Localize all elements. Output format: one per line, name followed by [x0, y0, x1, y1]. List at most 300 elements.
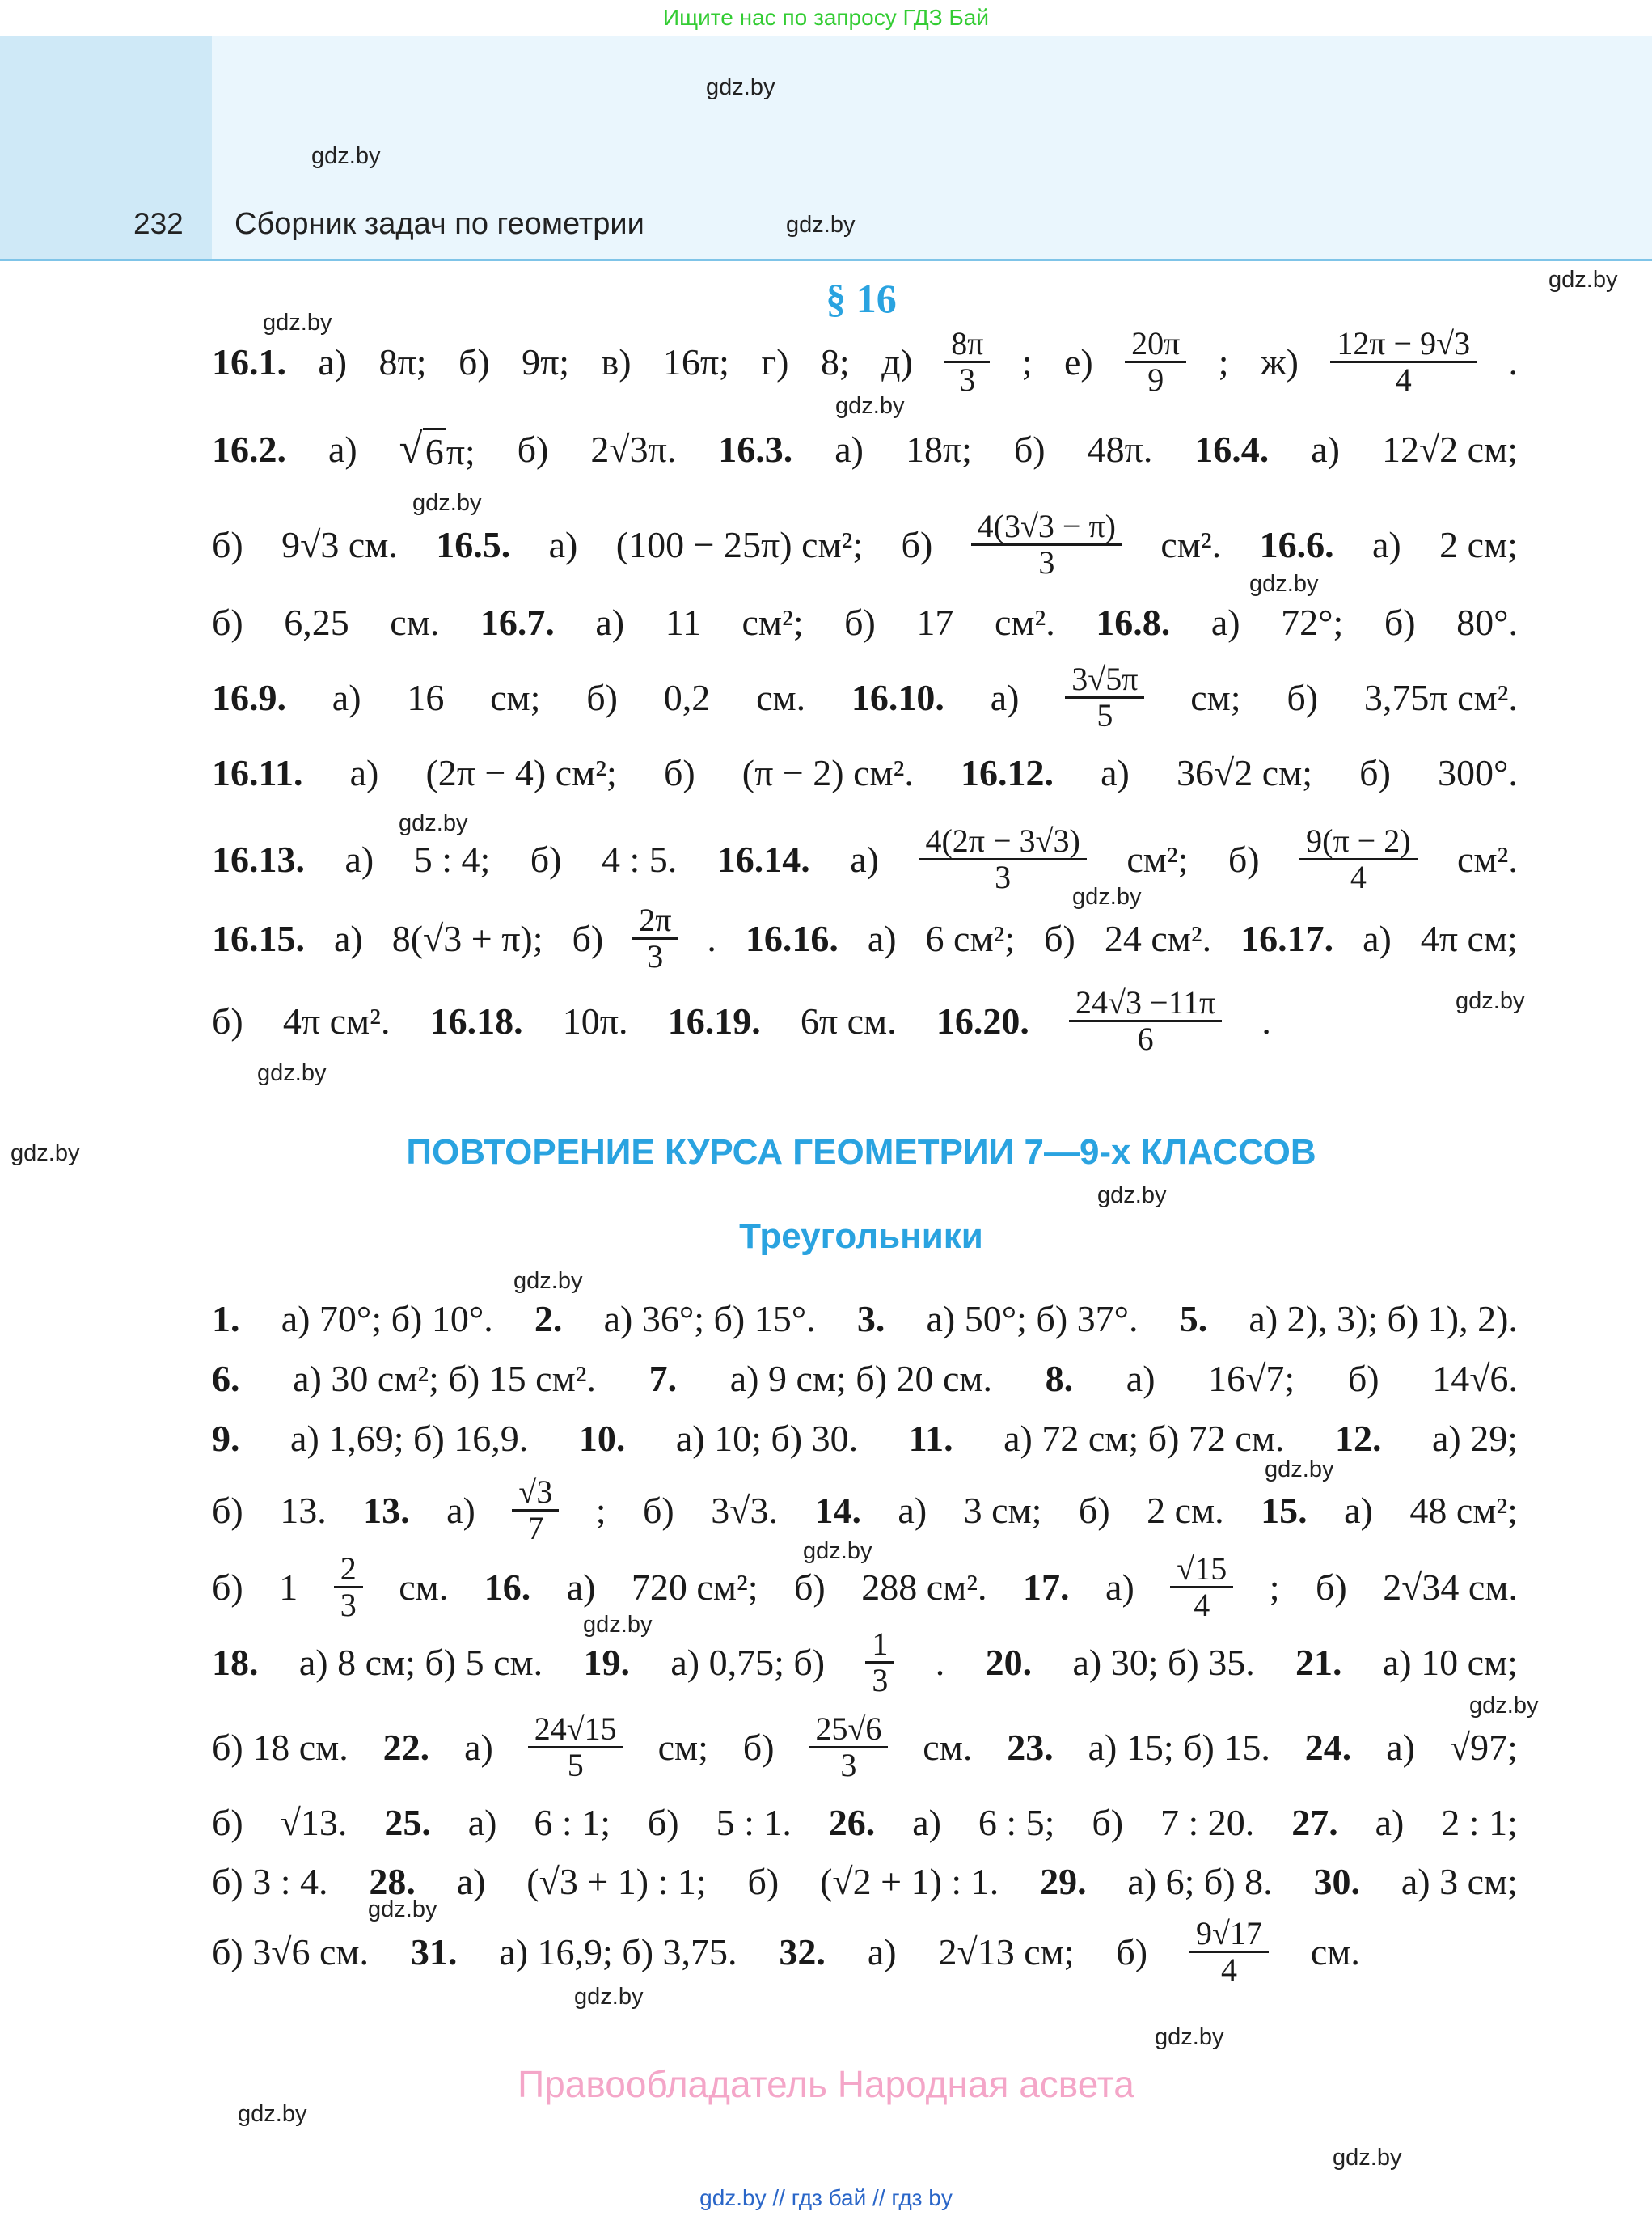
fraction-denominator: 3	[872, 1661, 889, 1698]
answer-text: ;	[1218, 340, 1229, 383]
watermark: gdz.by	[1155, 2024, 1224, 2050]
fraction-numerator: √3	[512, 1475, 559, 1512]
answer-text: 288 см².	[861, 1566, 987, 1608]
fraction-numerator: 4(3√3 − π)	[971, 509, 1122, 546]
answer-text: .	[1261, 1000, 1271, 1042]
answer-text: а) 70°; б) 10°.	[281, 1297, 493, 1339]
problem-number: 16.10.	[851, 676, 944, 718]
answer-text: б)	[1359, 751, 1391, 793]
answer-line	[212, 1710, 1518, 1783]
answer-text: а) 29;	[1431, 1417, 1518, 1459]
answer-text: б)	[1347, 1357, 1379, 1399]
answer-text: 4π см².	[282, 1000, 391, 1042]
answer-text: см².	[1160, 523, 1222, 565]
answer-text: б)	[212, 601, 243, 643]
watermark: gdz.by	[583, 1612, 653, 1638]
answer-text: 9√3 см.	[281, 523, 398, 565]
watermark: gdz.by	[1456, 988, 1525, 1014]
answer-text: 720 см²;	[631, 1566, 758, 1608]
fraction	[1299, 824, 1417, 894]
answer-line	[212, 1849, 1518, 1913]
problem-number: 16.3.	[718, 428, 793, 470]
watermark: gdz.by	[803, 1538, 872, 1564]
answer-text: см².	[994, 601, 1055, 643]
answer-text: √97;	[1449, 1726, 1518, 1768]
answer-text: .	[935, 1641, 945, 1683]
book-title: Сборник задач по геометрии	[234, 207, 644, 241]
repeat-section-title: ПОВТОРЕНИЕ КУРСА ГЕОМЕТРИИ 7—9-х КЛАССОВ	[406, 1132, 1316, 1172]
problem-number: 16.16.	[745, 917, 839, 959]
problem-number: 25.	[384, 1801, 431, 1843]
problem-number: 16.14.	[716, 838, 810, 880]
watermark: gdz.by	[399, 810, 468, 836]
answer-text: а) 2), 3); б) 1), 2).	[1249, 1297, 1518, 1339]
answer-text: 5 : 1.	[716, 1801, 792, 1843]
answer-text: б) 3√6 см.	[212, 1930, 369, 1972]
problem-number: 26.	[828, 1801, 876, 1843]
answer-text: а)	[1386, 1726, 1415, 1768]
problem-number: 10.	[578, 1417, 626, 1459]
footer-links[interactable]: gdz.by // гдз бай // гдз by	[699, 2185, 953, 2210]
answer-text: б) 18 см.	[212, 1726, 349, 1768]
answer-text: б)	[1287, 676, 1319, 718]
answer-text: см;	[490, 676, 541, 718]
problem-number: 15.	[1261, 1489, 1308, 1531]
answer-text: а) 3 см;	[1401, 1860, 1518, 1902]
answer-text: а)	[834, 428, 864, 470]
answer-text: 2 см;	[1439, 523, 1518, 565]
answer-text: а) 36°; б) 15°.	[603, 1297, 816, 1339]
fraction-numerator: 1	[865, 1627, 894, 1664]
fraction-numerator: 2π	[632, 903, 678, 940]
answer-line	[212, 1346, 1518, 1410]
fraction	[944, 324, 990, 398]
answer-text: а)	[1363, 917, 1392, 959]
problem-number: 31.	[410, 1930, 458, 1972]
answer-text: д)	[881, 340, 913, 383]
problem-number: 16.7.	[480, 601, 555, 643]
answer-text: 300°.	[1438, 751, 1518, 793]
fraction-denominator: 5	[567, 1746, 584, 1783]
answer-text: а)	[850, 838, 879, 880]
watermark: gdz.by	[1072, 884, 1142, 910]
answer-text: б)	[212, 523, 243, 565]
fraction	[809, 1712, 888, 1782]
fraction-numerator: 12π − 9√3	[1330, 327, 1477, 363]
problem-number: 29.	[1040, 1860, 1087, 1902]
fraction-denominator: 3	[647, 937, 664, 975]
answer-text: 2 см.	[1147, 1489, 1224, 1531]
fraction	[971, 509, 1122, 580]
fraction-denominator: 9	[1147, 361, 1164, 398]
answer-text: а)	[456, 1860, 486, 1902]
problem-number: 9.	[212, 1417, 240, 1459]
answer-text: 2√13 см;	[938, 1930, 1075, 1972]
answer-text: (100 − 25π) см²;	[615, 523, 864, 565]
problem-number: 16.4.	[1194, 428, 1270, 470]
answer-text: в)	[601, 340, 632, 383]
answer-text: 13.	[280, 1489, 327, 1531]
answer-text: 16√7;	[1208, 1357, 1295, 1399]
watermark: gdz.by	[263, 310, 332, 336]
answer-text: ;	[1021, 340, 1033, 383]
problem-number: 16.5.	[436, 523, 511, 565]
watermark: gdz.by	[412, 490, 482, 516]
answer-text: 9π;	[522, 340, 570, 383]
problem-number: 23.	[1007, 1726, 1054, 1768]
problem-number: 16.1.	[212, 340, 286, 383]
answer-text: см.	[390, 601, 440, 643]
answer-text: см.	[923, 1726, 973, 1768]
fraction-numerator: 8π	[944, 327, 990, 363]
answer-text: .	[1508, 340, 1518, 383]
answer-text: а)	[318, 340, 348, 383]
problem-number: 30.	[1313, 1860, 1360, 1902]
answer-text: 10π.	[562, 1000, 628, 1042]
answer-line	[212, 1286, 1518, 1351]
answer-text: б)	[1315, 1566, 1347, 1608]
answer-line	[212, 507, 1518, 581]
radicand: 6	[423, 428, 446, 473]
fraction-numerator: √15	[1170, 1552, 1233, 1588]
answer-text: 8;	[820, 340, 850, 383]
answer-text: а) 0,75; б)	[670, 1641, 826, 1683]
answer-text: см²;	[741, 601, 804, 643]
answer-text: 72°;	[1281, 601, 1344, 643]
answer-text: а)	[548, 523, 578, 565]
watermark: gdz.by	[513, 1268, 583, 1294]
answer-text: 14√6.	[1432, 1357, 1518, 1399]
answer-text: б)	[212, 1000, 243, 1042]
answer-text: б) 3 : 4.	[212, 1860, 328, 1902]
fraction	[1170, 1552, 1233, 1622]
answer-text: ;	[1269, 1566, 1280, 1608]
fraction-denominator: 3	[840, 1746, 857, 1783]
problem-number: 16.6.	[1259, 523, 1334, 565]
answer-line	[212, 416, 1518, 481]
fraction-denominator: 4	[1194, 1586, 1210, 1623]
problem-number: 16.11.	[212, 751, 303, 793]
problem-number: 32.	[779, 1930, 826, 1972]
problem-number: 28.	[369, 1860, 416, 1902]
answer-text: б)	[212, 1801, 243, 1843]
problem-number: 5.	[1179, 1297, 1208, 1339]
answer-text: б)	[1227, 838, 1260, 880]
answer-text: 3√3.	[711, 1489, 778, 1531]
answer-text: а)	[1210, 601, 1240, 643]
watermark: gdz.by	[706, 74, 775, 100]
fraction-denominator: 7	[527, 1509, 544, 1546]
answer-text: б)	[1044, 917, 1075, 959]
fraction-numerator: 9(π − 2)	[1299, 824, 1417, 860]
fraction-denominator: 6	[1137, 1020, 1154, 1057]
answer-text: б)	[517, 428, 549, 470]
watermark: gdz.by	[368, 1896, 437, 1922]
answer-text: 18π;	[905, 428, 972, 470]
answer-text: а)	[1126, 1357, 1156, 1399]
fraction	[1330, 324, 1477, 398]
answer-text: а) 16,9; б) 3,75.	[499, 1930, 737, 1972]
problem-number: 6.	[212, 1357, 240, 1399]
problem-number: 17.	[1023, 1566, 1070, 1608]
answer-text: б)	[647, 1801, 679, 1843]
problem-number: 12.	[1334, 1417, 1382, 1459]
answer-text: а)	[1371, 523, 1401, 565]
answer-text: (√3 + 1) : 1;	[526, 1860, 707, 1902]
watermark: gdz.by	[835, 393, 905, 419]
answer-text: г)	[761, 340, 789, 383]
fraction	[334, 1552, 363, 1622]
answer-text: 3 см;	[963, 1489, 1042, 1531]
fraction-numerator: 9√17	[1189, 1917, 1269, 1953]
radical-sign: √	[399, 425, 423, 472]
fraction-denominator: 4	[1395, 361, 1412, 398]
answer-text: 6 см²;	[925, 917, 1016, 959]
fraction-denominator: 4	[1221, 1951, 1237, 1988]
watermark: gdz.by	[257, 1060, 327, 1086]
answer-text: см;	[1190, 676, 1241, 718]
fraction-denominator: 4	[1350, 858, 1367, 895]
answer-text: 6π см.	[800, 1000, 897, 1042]
answer-text: а) 10; б) 30.	[675, 1417, 859, 1459]
answer-text: 6,25	[284, 601, 349, 643]
problem-number: 16.13.	[212, 838, 305, 880]
answer-text: б)	[1078, 1489, 1110, 1531]
answer-text: 4π см;	[1420, 917, 1518, 959]
answer-text: 1	[279, 1566, 298, 1608]
answer-line	[212, 1790, 1518, 1854]
answer-text: а)	[1375, 1801, 1405, 1843]
answer-text: а)	[1311, 428, 1340, 470]
answer-line	[212, 1406, 1518, 1470]
answer-text: (√2 + 1) : 1.	[820, 1860, 999, 1902]
answer-text: а) 8 см; б) 5 см.	[298, 1641, 543, 1683]
problem-number: 27.	[1291, 1801, 1338, 1843]
answer-text: а)	[333, 917, 363, 959]
radical	[399, 425, 475, 473]
answer-text: б)	[643, 1489, 674, 1531]
answer-line	[212, 590, 1518, 654]
fraction-numerator: 25√6	[809, 1712, 888, 1748]
answer-text: б)	[1116, 1930, 1148, 1972]
answer-text: а)	[1105, 1566, 1134, 1608]
fraction-numerator: 2	[334, 1552, 363, 1588]
fraction	[528, 1712, 623, 1782]
answer-text: б)	[212, 1489, 243, 1531]
answer-text: (π − 2) см².	[741, 751, 914, 793]
fraction	[919, 824, 1086, 894]
answer-text: б)	[1013, 428, 1046, 470]
answer-text: б)	[844, 601, 876, 643]
problem-number: 20.	[985, 1641, 1033, 1683]
answer-text: √13.	[280, 1801, 348, 1843]
problem-number: 16.8.	[1096, 601, 1171, 643]
answer-text: а)	[867, 1930, 897, 1972]
answer-text: 11	[665, 601, 701, 643]
answer-text: 2√3π.	[590, 428, 677, 470]
watermark: gdz.by	[574, 1984, 644, 2010]
answer-text: 16	[407, 676, 445, 718]
problem-number: 16.9.	[212, 676, 286, 718]
answer-text: .	[707, 917, 716, 959]
answer-text: а)	[898, 1489, 927, 1531]
answer-text: а)	[1344, 1489, 1373, 1531]
watermark: gdz.by	[1249, 571, 1319, 597]
problem-number: 16.15.	[212, 917, 305, 959]
answer-text: а)	[912, 1801, 941, 1843]
watermark: gdz.by	[238, 2101, 307, 2127]
answer-text: ;	[595, 1489, 606, 1531]
watermark: gdz.by	[1469, 1693, 1539, 1719]
page-number: 232	[133, 207, 184, 240]
top-search-banner: Ищите нас по запросу ГДЗ Бай	[662, 5, 990, 30]
watermark: gdz.by	[1097, 1182, 1167, 1208]
answer-text: 7 : 20.	[1160, 1801, 1255, 1843]
radical-suffix: π;	[446, 431, 475, 472]
problem-number: 13.	[363, 1489, 410, 1531]
fraction-numerator: 3√5π	[1065, 662, 1144, 699]
answer-text: 3,75π см².	[1363, 676, 1518, 718]
answer-text: 48π.	[1087, 428, 1153, 470]
answer-text: а)	[867, 917, 897, 959]
answer-text: б)	[458, 340, 490, 383]
answer-text: а)	[349, 751, 379, 793]
problem-number: 24.	[1304, 1726, 1352, 1768]
answer-text: 5 : 4;	[413, 838, 491, 880]
answer-text: а) 1,69; б) 16,9.	[290, 1417, 529, 1459]
answer-text: а)	[467, 1801, 497, 1843]
problem-number: 2.	[534, 1297, 563, 1339]
problem-number: 18.	[212, 1641, 259, 1683]
fraction-denominator: 5	[1096, 696, 1113, 734]
answer-line	[212, 324, 1518, 398]
answer-text: а)	[332, 676, 361, 718]
answer-line	[212, 1473, 1518, 1546]
answer-text: а)	[595, 601, 625, 643]
answer-text: 8π;	[378, 340, 427, 383]
problem-number: 16.2.	[212, 428, 286, 470]
answer-text: а) 15; б) 15.	[1088, 1726, 1270, 1768]
repeat-subtitle: Треугольники	[739, 1216, 983, 1256]
answer-text: а)	[1101, 751, 1130, 793]
fraction	[1069, 983, 1222, 1057]
fraction	[1125, 324, 1186, 398]
fraction	[632, 903, 678, 974]
answer-text: б)	[212, 1566, 243, 1608]
answer-text: см.	[756, 676, 806, 718]
answer-line	[212, 901, 1518, 975]
problem-number: 11.	[908, 1417, 953, 1459]
answer-text: а)	[990, 676, 1020, 718]
answer-text: б)	[794, 1566, 826, 1608]
answer-text: 2 : 1;	[1441, 1801, 1518, 1843]
problem-number: 16.18.	[429, 1000, 523, 1042]
problem-number: 22.	[382, 1726, 430, 1768]
answer-text: а)	[566, 1566, 596, 1608]
copyright-holder: Правообладатель Народная асвета	[518, 2063, 1134, 2105]
answer-text: 6 : 5;	[978, 1801, 1055, 1843]
answer-line	[212, 740, 1518, 805]
answer-text: а)	[446, 1489, 475, 1531]
answer-text: а)	[327, 428, 357, 470]
answer-text: см.	[1310, 1930, 1360, 1972]
answer-text: б)	[663, 751, 695, 793]
answer-text: (2π − 4) см²;	[425, 751, 617, 793]
answer-text: 6 : 1;	[534, 1801, 611, 1843]
problem-number: 16.19.	[667, 1000, 761, 1042]
answer-text: 24 см².	[1104, 917, 1212, 959]
answer-text: б)	[1384, 601, 1416, 643]
answer-line	[212, 983, 1271, 1057]
answer-text: б)	[530, 838, 562, 880]
fraction-denominator: 3	[995, 858, 1012, 895]
answer-text: а) 50°; б) 37°.	[926, 1297, 1139, 1339]
answer-text: 12√2 см;	[1381, 428, 1518, 470]
answer-text: б)	[572, 917, 604, 959]
problem-number: 14.	[814, 1489, 861, 1531]
answer-text: б)	[1092, 1801, 1124, 1843]
fraction-numerator: 24√3 −11π	[1069, 986, 1222, 1022]
answer-text: ж)	[1260, 340, 1299, 383]
watermark: gdz.by	[1548, 267, 1618, 293]
problem-number: 7.	[649, 1357, 678, 1399]
fraction-denominator: 3	[959, 361, 976, 398]
fraction-numerator: 20π	[1125, 327, 1186, 363]
answer-text: см.	[399, 1566, 449, 1608]
answer-text: см;	[657, 1726, 708, 1768]
answer-line	[212, 1914, 1360, 1988]
problem-number: 19.	[583, 1641, 630, 1683]
answer-text: 2√34 см.	[1383, 1566, 1518, 1608]
problem-number: 1.	[212, 1297, 240, 1339]
answer-text: а) 72 см; б) 72 см.	[1003, 1417, 1285, 1459]
answer-text: а) 9 см; б) 20 см.	[729, 1357, 993, 1399]
answer-text: см²;	[1126, 838, 1189, 880]
watermark: gdz.by	[1333, 2145, 1402, 2171]
fraction-numerator: 4(2π − 3√3)	[919, 824, 1086, 860]
fraction-numerator: 24√15	[528, 1712, 623, 1748]
watermark: gdz.by	[1265, 1457, 1334, 1482]
answer-text: е)	[1063, 340, 1093, 383]
problem-number: 8.	[1045, 1357, 1074, 1399]
answer-text: б)	[742, 1726, 775, 1768]
fraction	[865, 1627, 894, 1698]
watermark: gdz.by	[11, 1140, 80, 1166]
answer-text: 4 : 5.	[601, 838, 678, 880]
problem-number: 3.	[856, 1297, 885, 1339]
answer-text: 0,2	[663, 676, 711, 718]
fraction-denominator: 3	[1038, 543, 1055, 581]
answer-text: а) 10 см;	[1382, 1641, 1518, 1683]
answer-text: 36√2 см;	[1177, 751, 1313, 793]
fraction	[1189, 1914, 1269, 1988]
answer-text: а) 30 см²; б) 15 см².	[293, 1357, 596, 1399]
answer-text: а)	[464, 1726, 493, 1768]
answer-text: см².	[1457, 838, 1518, 880]
problem-number: 16.	[484, 1566, 531, 1608]
answer-text: 80°.	[1456, 601, 1518, 643]
answer-line	[212, 660, 1518, 734]
answer-text: 48 см²;	[1409, 1489, 1518, 1531]
fraction	[512, 1475, 559, 1545]
answer-text: 17	[916, 601, 954, 643]
answer-text: б)	[586, 676, 618, 718]
answer-text: 16π;	[662, 340, 729, 383]
problem-number: 16.17.	[1240, 917, 1334, 959]
answer-text: а) 30; б) 35.	[1072, 1641, 1255, 1683]
answer-text: б)	[901, 523, 933, 565]
section-heading: § 16	[826, 276, 897, 321]
